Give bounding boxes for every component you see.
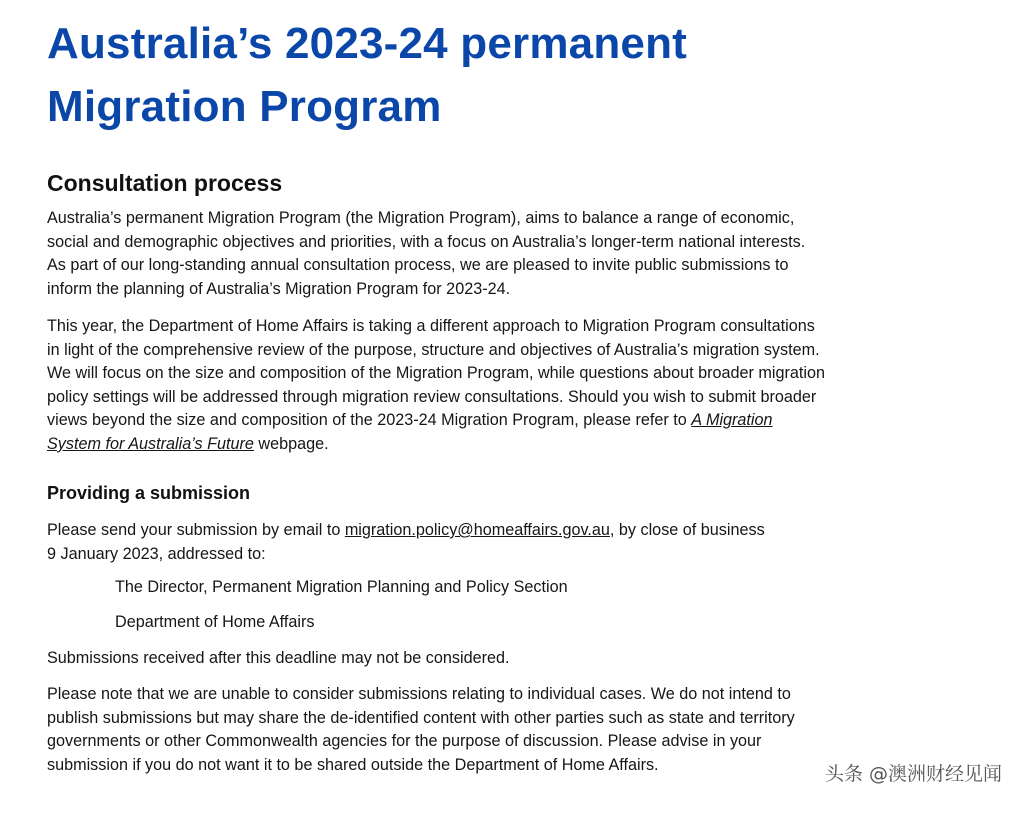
text-segment: views beyond the size and composition of the 2023-24 Migration Program, please refer to: [47, 411, 692, 430]
consultation-paragraph-2: [47, 315, 977, 457]
text-line: Australia’s permanent Migration Program (the Migration Program), aims to balance a range of economic,: [47, 209, 795, 227]
address-line-2: Department of Home Affairs: [115, 613, 315, 631]
email-link[interactable]: migration.policy@homeaffairs.gov.au: [344, 521, 610, 539]
text-line: in light of the comprehensive review of the purpose, structure and objectives of Australia’s migration system.: [47, 340, 820, 359]
text-line: 9 January 2023, addressed to:: [47, 544, 266, 563]
text-line-with-link: [47, 433, 977, 457]
text-line: We will focus on the size and composition of the Migration Program, while questions about broader migration: [47, 364, 826, 383]
text-line: Please note that we are unable to consider submissions relating to individual cases. We do not intend to: [47, 685, 791, 703]
text-line: submission if you do not want it to be shared outside the Department of Home Affairs.: [47, 755, 659, 774]
submission-heading: Providing a submission: [47, 483, 251, 503]
migration-system-link[interactable]: A Migration: [691, 411, 773, 430]
migration-system-link-continued[interactable]: System for Australia’s Future: [47, 434, 254, 453]
title-line-2: Migration Program: [47, 82, 442, 131]
submission-paragraph: [47, 519, 977, 566]
text-line: Submissions received after this deadline may not be considered.: [47, 649, 510, 667]
text-line: inform the planning of Australia’s Migration Program for 2023-24.: [47, 279, 511, 298]
title-line-1: Australia’s 2023-24 permanent: [47, 19, 688, 68]
text-line: This year, the Department of Home Affairs is taking a different approach to Migration Program consultations: [47, 317, 815, 335]
text-segment: Please send your submission by email to: [47, 521, 345, 539]
deadline-note: [47, 647, 977, 671]
text-line: As part of our long-standing annual consultation process, we are pleased to invite public submissions to: [47, 256, 789, 275]
text-line: publish submissions but may share the de-identified content with other parties such as state and territory: [47, 708, 795, 727]
consultation-heading: Consultation process: [47, 170, 283, 196]
address-line-1: The Director, Permanent Migration Planning and Policy Section: [115, 578, 568, 596]
text-line-with-email: [47, 519, 977, 543]
page-title: [47, 12, 687, 138]
text-line-with-link: [47, 409, 977, 433]
text-line: governments or other Commonwealth agencies for the purpose of discussion. Please advise in your: [47, 732, 762, 751]
text-line: social and demographic objectives and priorities, with a focus on Australia’s longer-term national interests.: [47, 232, 806, 251]
text-segment: , by close of business: [609, 521, 765, 539]
text-line: policy settings will be addressed through migration review consultations. Should you wish to submit broader: [47, 387, 817, 406]
text-segment: webpage.: [253, 434, 329, 453]
watermark-text: 头条 @澳洲财经见闻: [824, 763, 1002, 785]
consultation-paragraph-1: [47, 207, 977, 301]
